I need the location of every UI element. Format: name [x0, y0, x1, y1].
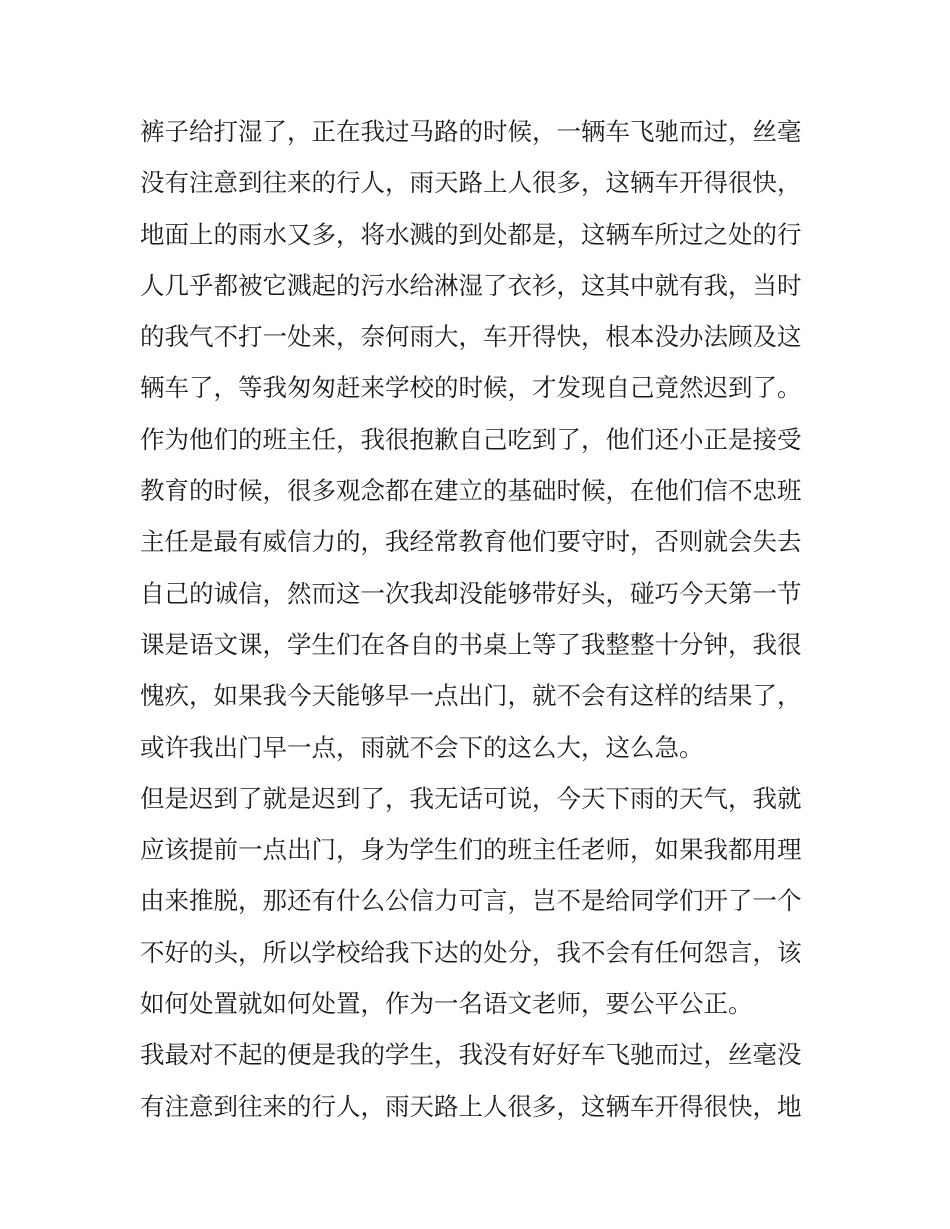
text-line: 有注意到往来的行人，雨天路上人很多，这辆车开得很快，地: [140, 1091, 802, 1121]
text-line: 愧疚，如果我今天能够早一点出门，就不会有这样的结果了，: [140, 681, 802, 711]
text-line: 或许我出门早一点，雨就不会下的这么大，这么急。: [140, 732, 704, 762]
text-line: 自己的诚信，然而这一次我却没能够带好头，碰巧今天第一节: [140, 578, 802, 608]
text-line: 人几乎都被它溅起的污水给淋湿了衣衫，这其中就有我，当时: [140, 270, 802, 300]
text-line: 不好的头，所以学校给我下达的处分，我不会有任何怨言，该: [140, 937, 802, 967]
text-line: 辆车了，等我匆匆赶来学校的时候，才发现自己竟然迟到了。: [140, 373, 802, 403]
text-line: 没有注意到往来的行人，雨天路上人很多，这辆车开得很快，: [140, 168, 802, 198]
text-line: 教育的时候，很多观念都在建立的基础时候，在他们信不忠班: [140, 476, 802, 506]
text-line: 地面上的雨水又多，将水溅的到处都是，这辆车所过之处的行: [140, 219, 802, 249]
text-line: 裤子给打湿了，正在我过马路的时候，一辆车飞驰而过，丝毫: [140, 117, 802, 146]
text-line: 由来推脱，那还有什么公信力可言，岂不是给同学们开了一个: [140, 886, 802, 916]
text-line: 作为他们的班主任，我很抱歉自己吃到了，他们还小正是接受: [140, 424, 802, 454]
text-line: 如何处置就如何处置，作为一名语文老师，要公平公正。: [140, 989, 753, 1019]
text-line: 主任是最有威信力的，我经常教育他们要守时，否则就会失去: [140, 527, 802, 557]
text-line: 的我气不打一处来，奈何雨大，车开得快，根本没办法顾及这: [140, 322, 802, 352]
text-line: 我最对不起的便是我的学生，我没有好好车飞驰而过，丝毫没: [140, 1040, 802, 1070]
body-text: [140, 106, 820, 1132]
text-line: 课是语文课，学生们在各自的书桌上等了我整整十分钟，我很: [140, 629, 802, 659]
text-line: 但是迟到了就是迟到了，我无话可说，今天下雨的天气，我就: [140, 783, 802, 813]
text-line: 应该提前一点出门，身为学生们的班主任老师，如果我都用理: [140, 835, 802, 865]
